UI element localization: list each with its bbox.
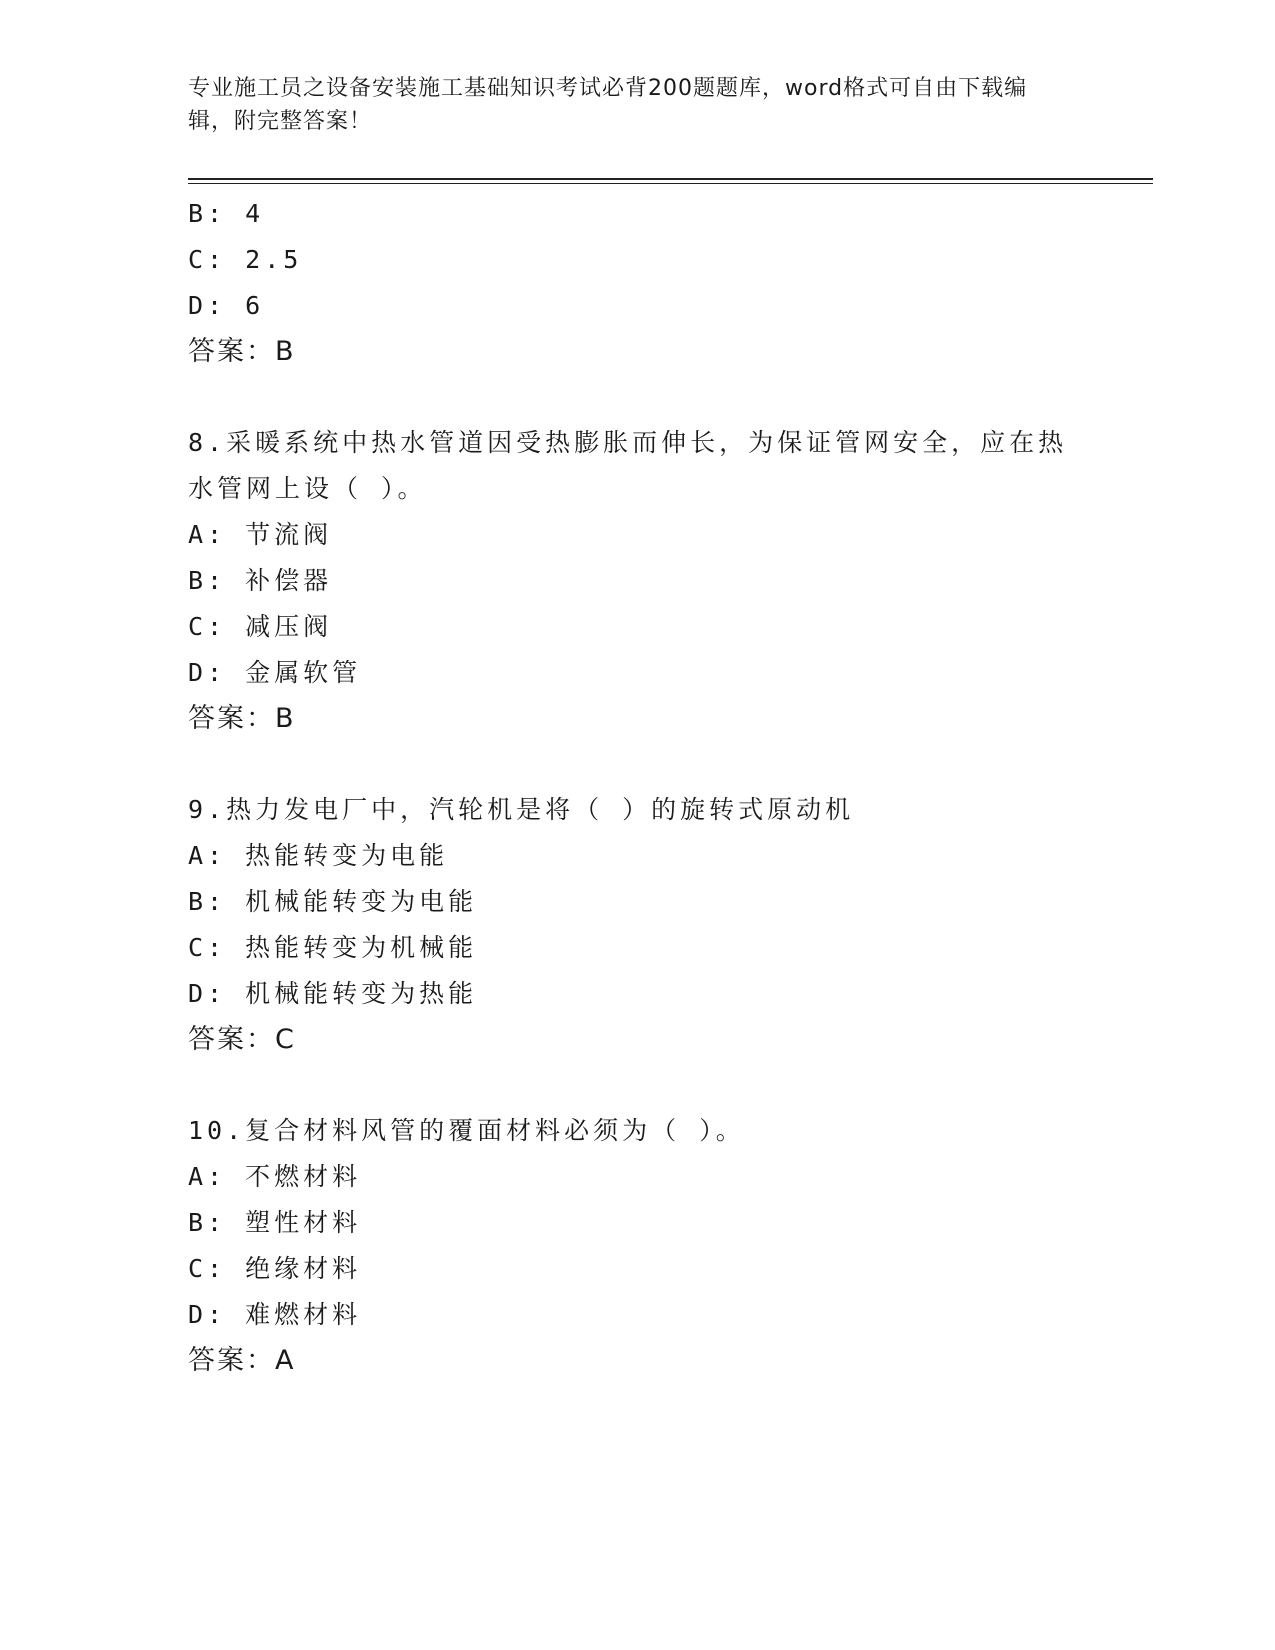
option-c: C: 热能转变为机械能 [188, 933, 478, 962]
question-text: 9.热力发电厂中，汽轮机是将（ ）的旋转式原动机 [188, 795, 855, 824]
option-d: D: 金属软管 [188, 658, 362, 687]
option-a: A: 不燃材料 [188, 1162, 362, 1191]
option-a: A: 节流阀 [188, 520, 333, 549]
question-text: 8.采暖系统中热水管道因受热膨胀而伸长，为保证管网安全，应在热水管网上设（ ）。 [188, 428, 1068, 503]
answer-line: 答案：A [188, 1345, 296, 1376]
question-block-8 [188, 420, 1088, 742]
answer-line: 答案：B [188, 703, 296, 734]
option-b: B: 塑性材料 [188, 1208, 362, 1237]
option-c: C: 2.5 [188, 245, 303, 274]
answer-line: 答案：C [188, 1024, 296, 1055]
question-list [188, 191, 1088, 1384]
header-divider-thin [188, 183, 1153, 184]
option-d: D: 机械能转变为热能 [188, 979, 478, 1008]
option-b: B: 4 [188, 199, 265, 228]
question-text: 10.复合材料风管的覆面材料必须为（ ）。 [188, 1116, 745, 1145]
document-header: 专业施工员之设备安装施工基础知识考试必背200题题库，word格式可自由下载编辑，附完整答案！ [188, 76, 1028, 134]
question-block-partial [188, 191, 1088, 375]
option-d: D: 6 [188, 291, 265, 320]
option-b: B: 机械能转变为电能 [188, 887, 478, 916]
question-block-9 [188, 787, 1088, 1063]
question-block-10 [188, 1108, 1088, 1384]
option-c: C: 减压阀 [188, 612, 333, 641]
option-a: A: 热能转变为电能 [188, 841, 449, 870]
option-c: C: 绝缘材料 [188, 1254, 362, 1283]
header-divider-thick [188, 178, 1153, 180]
option-b: B: 补偿器 [188, 566, 333, 595]
answer-line: 答案：B [188, 336, 296, 367]
option-d: D: 难燃材料 [188, 1300, 362, 1329]
